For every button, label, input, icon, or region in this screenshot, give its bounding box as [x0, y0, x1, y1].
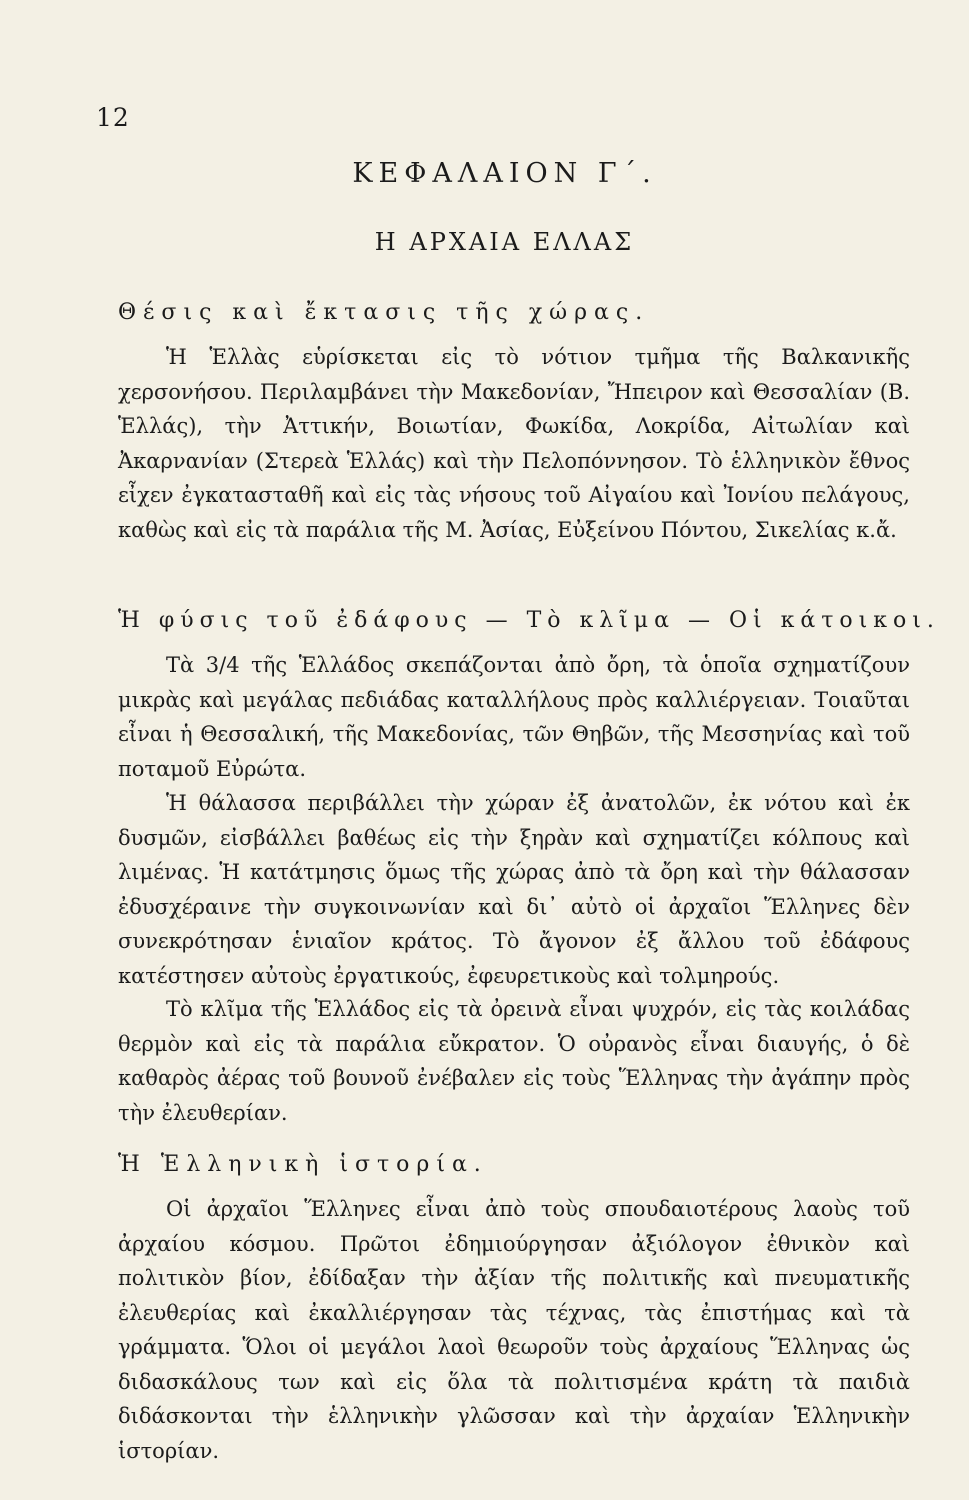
paragraph-terrain: Τὰ 3/4 τῆς Ἑλλάδος σκεπάζονται ἀπὸ ὄρη, τὰ ὁποῖα σχηματίζουν μικρὰς καὶ μεγάλας πεδιάδας καταλλήλους πρὸς καλλιέργειαν. Τοιαῦται εἶναι ἡ Θεσσαλική, τῆς Μακεδονίας, τῶν Θηβῶν, τῆς Μεσσηνίας καὶ τοῦ ποταμοῦ Εὐρώτα.: [118, 653, 910, 781]
paragraph-sea: Ἡ θάλασσα περιβάλλει τὴν χώραν ἐξ ἀνατολῶν, ἐκ νότου καὶ ἐκ δυσμῶν, εἰσβάλλει βαθέως εἰς τὴν ξηρὰν καὶ σχηματίζει κόλπους καὶ λιμένας. Ἡ κατάτμησις ὅμως τῆς χώρας ἀπὸ τὰ ὄρη καὶ τὴν θάλασσαν ἐδυσχέραινε τὴν συγκοινωνίαν καὶ δι᾿ αὐτὸ οἱ ἀρχαῖοι Ἕλληνες δὲν συνεκρότησαν ἑνιαῖον κράτος. Τὸ ἄγονον ἐξ ἄλλου τοῦ ἐδάφους κατέστησεν αὐτοὺς ἐργατικούς, ἐφευρετικοὺς καὶ τολμηρούς.: [118, 791, 910, 988]
page-number: 12: [96, 103, 130, 132]
section-heading-nature: Ἡ φύσις τοῦ ἐδάφους — Τὸ κλῖμα — Οἱ κάτοικοι.: [118, 608, 940, 633]
chapter-title: ΚΕΦΑΛΑΙΟΝ Γ΄.: [352, 158, 657, 189]
paragraph-location: Ἡ Ἑλλὰς εὑρίσκεται εἰς τὸ νότιον τμῆμα τῆς Βαλκανικῆς χερσονήσου. Περιλαμβάνει τὴν Μακεδονίαν, Ἤπειρον καὶ Θεσσαλίαν (Β. Ἑλλάς), τὴν Ἀττικήν, Βοιωτίαν, Φωκίδα, Λοκρίδα, Αἰτωλίαν καὶ Ἀκαρνανίαν (Στερεὰ Ἑλλάς) καὶ τὴν Πελοπόννησον. Τὸ ἑλληνικὸν ἔθνος εἶχεν ἐγκατασταθῆ καὶ εἰς τὰς νήσους τοῦ Αἰγαίου καὶ Ἰονίου πελάγους, καθὼς καὶ εἰς τὰ παράλια τῆς Μ. Ἀσίας, Εὐξείνου Πόντου, Σικελίας κ.ἄ.: [118, 345, 910, 542]
section-heading-history: Ἡ Ἑλληνικὴ ἱστορία.: [118, 1152, 488, 1177]
paragraph-history: Οἱ ἀρχαῖοι Ἕλληνες εἶναι ἀπὸ τοὺς σπουδαιοτέρους λαοὺς τοῦ ἀρχαίου κόσμου. Πρῶτοι ἐδημιούργησαν ἀξιόλογον ἐθνικὸν καὶ πολιτικὸν βίον, ἐδίδαξαν τὴν ἀξίαν τῆς πολιτικῆς καὶ πνευματικῆς ἐλευθερίας καὶ ἐκαλλιέργησαν τὰς τέχνας, τὰς ἐπιστήμας καὶ τὰ γράμματα. Ὅλοι οἱ μεγάλοι λαοὶ θεωροῦν τοὺς ἀρχαίους Ἕλληνας ὡς διδασκάλους των καὶ εἰς ὅλα τὰ πολιτισμένα κράτη τὰ παιδιὰ διδάσκονται τὴν ἑλληνικὴν γλῶσσαν καὶ τὴν ἀρχαίαν Ἑλληνικὴν ἱστορίαν.: [118, 1197, 910, 1463]
chapter-subtitle: Η ΑΡΧΑΙΑ ΕΛΛΑΣ: [374, 228, 635, 256]
section-heading-location: Θέσις καὶ ἔκτασις τῆς χώρας.: [118, 300, 650, 325]
paragraph-climate: Τὸ κλῖμα τῆς Ἑλλάδος εἰς τὰ ὀρεινὰ εἶναι ψυχρόν, εἰς τὰς κοιλάδας θερμὸν καὶ εἰς τὰ παράλια εὔκρατον. Ὁ οὐρανὸς εἶναι διαυγής, ὁ δὲ καθαρὸς ἀέρας τοῦ βουνοῦ ἐνέβαλεν εἰς τοὺς Ἕλληνας τὴν ἀγάπην πρὸς τὴν ἐλευθερίαν.: [118, 997, 910, 1125]
